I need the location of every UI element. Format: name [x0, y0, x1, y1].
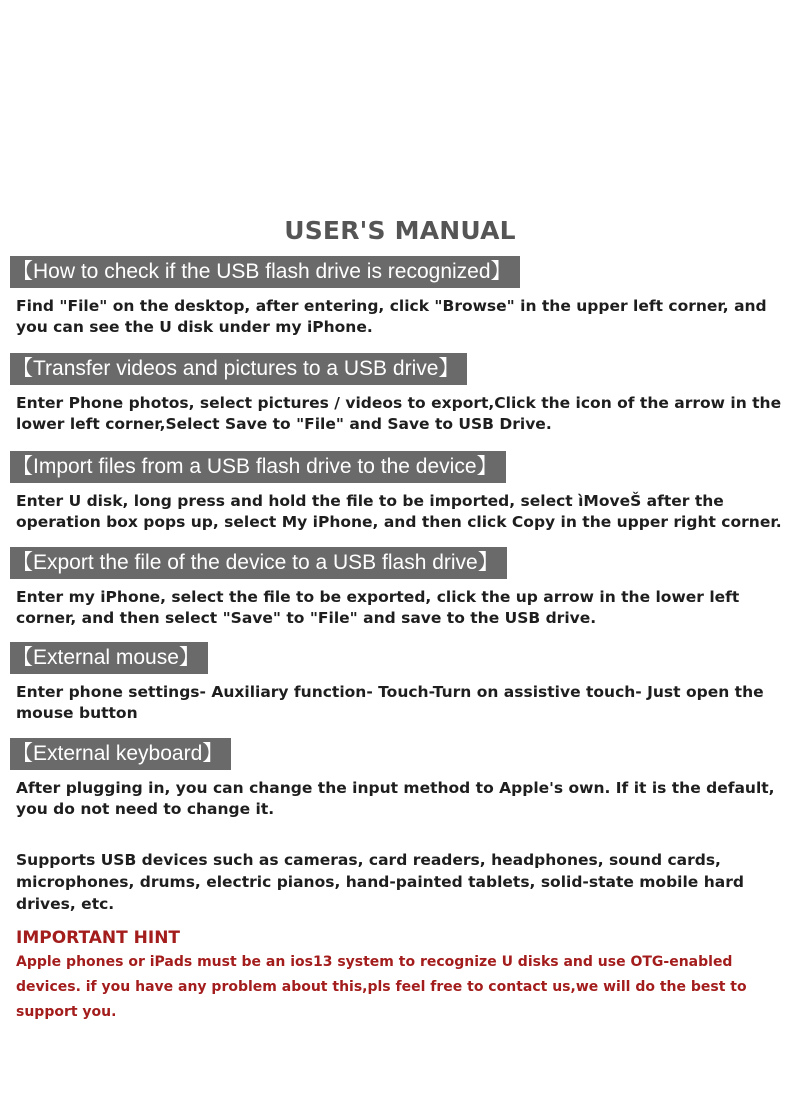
section-usb-recognized: [10, 256, 790, 338]
important-hint-title: IMPORTANT HINT: [16, 928, 181, 948]
section-header: 【Transfer videos and pictures to a USB drive】: [10, 353, 467, 385]
section-header: 【Import files from a USB flash drive to the device】: [10, 451, 506, 483]
section-body: Enter phone settings- Auxiliary function- Touch-Turn on assistive touch- Just open the mouse button: [16, 683, 764, 722]
section-body: Enter my iPhone, select the file to be exported, click the up arrow in the lower left corner, and then select "Save" to "File" and save to the USB drive.: [16, 588, 740, 627]
section-transfer-videos: [10, 353, 790, 435]
section-header: 【Export the file of the device to a USB flash drive】: [10, 547, 507, 579]
section-export-file: [10, 547, 790, 629]
section-header: 【External keyboard】: [10, 738, 231, 770]
section-header: 【How to check if the USB flash drive is recognized】: [10, 256, 520, 288]
section-body: After plugging in, you can change the input method to Apple's own. If it is the default, you do not need to change it.: [16, 779, 775, 818]
section-external-keyboard: [10, 738, 790, 820]
page-title: USER'S MANUAL: [284, 216, 516, 245]
section-body: Find "File" on the desktop, after entering, click "Browse" in the upper left corner, and you can see the U disk under my iPhone.: [16, 297, 767, 336]
section-external-mouse: [10, 642, 790, 724]
supports-note: Supports USB devices such as cameras, card readers, headphones, sound cards, microphones, drums, electric pianos, hand-painted tablets, solid-state mobile hard drives, etc.: [16, 851, 744, 913]
section-header: 【External mouse】: [10, 642, 208, 674]
section-import-files: [10, 451, 790, 533]
section-body: Enter Phone photos, select pictures / videos to export,Click the icon of the arrow in the lower left corner,Select Save to "File" and Save to USB Drive.: [16, 394, 782, 433]
section-body: Enter U disk, long press and hold the file to be imported, select ìMoveŠ after the operation box pops up, select My iPhone, and then click Copy in the upper right corner.: [16, 492, 782, 531]
important-hint-body: Apple phones or iPads must be an ios13 system to recognize U disks and use OTG-enabled devices. if you have any problem about this,pls feel free to contact us,we will do the best to support you.: [16, 954, 747, 1020]
